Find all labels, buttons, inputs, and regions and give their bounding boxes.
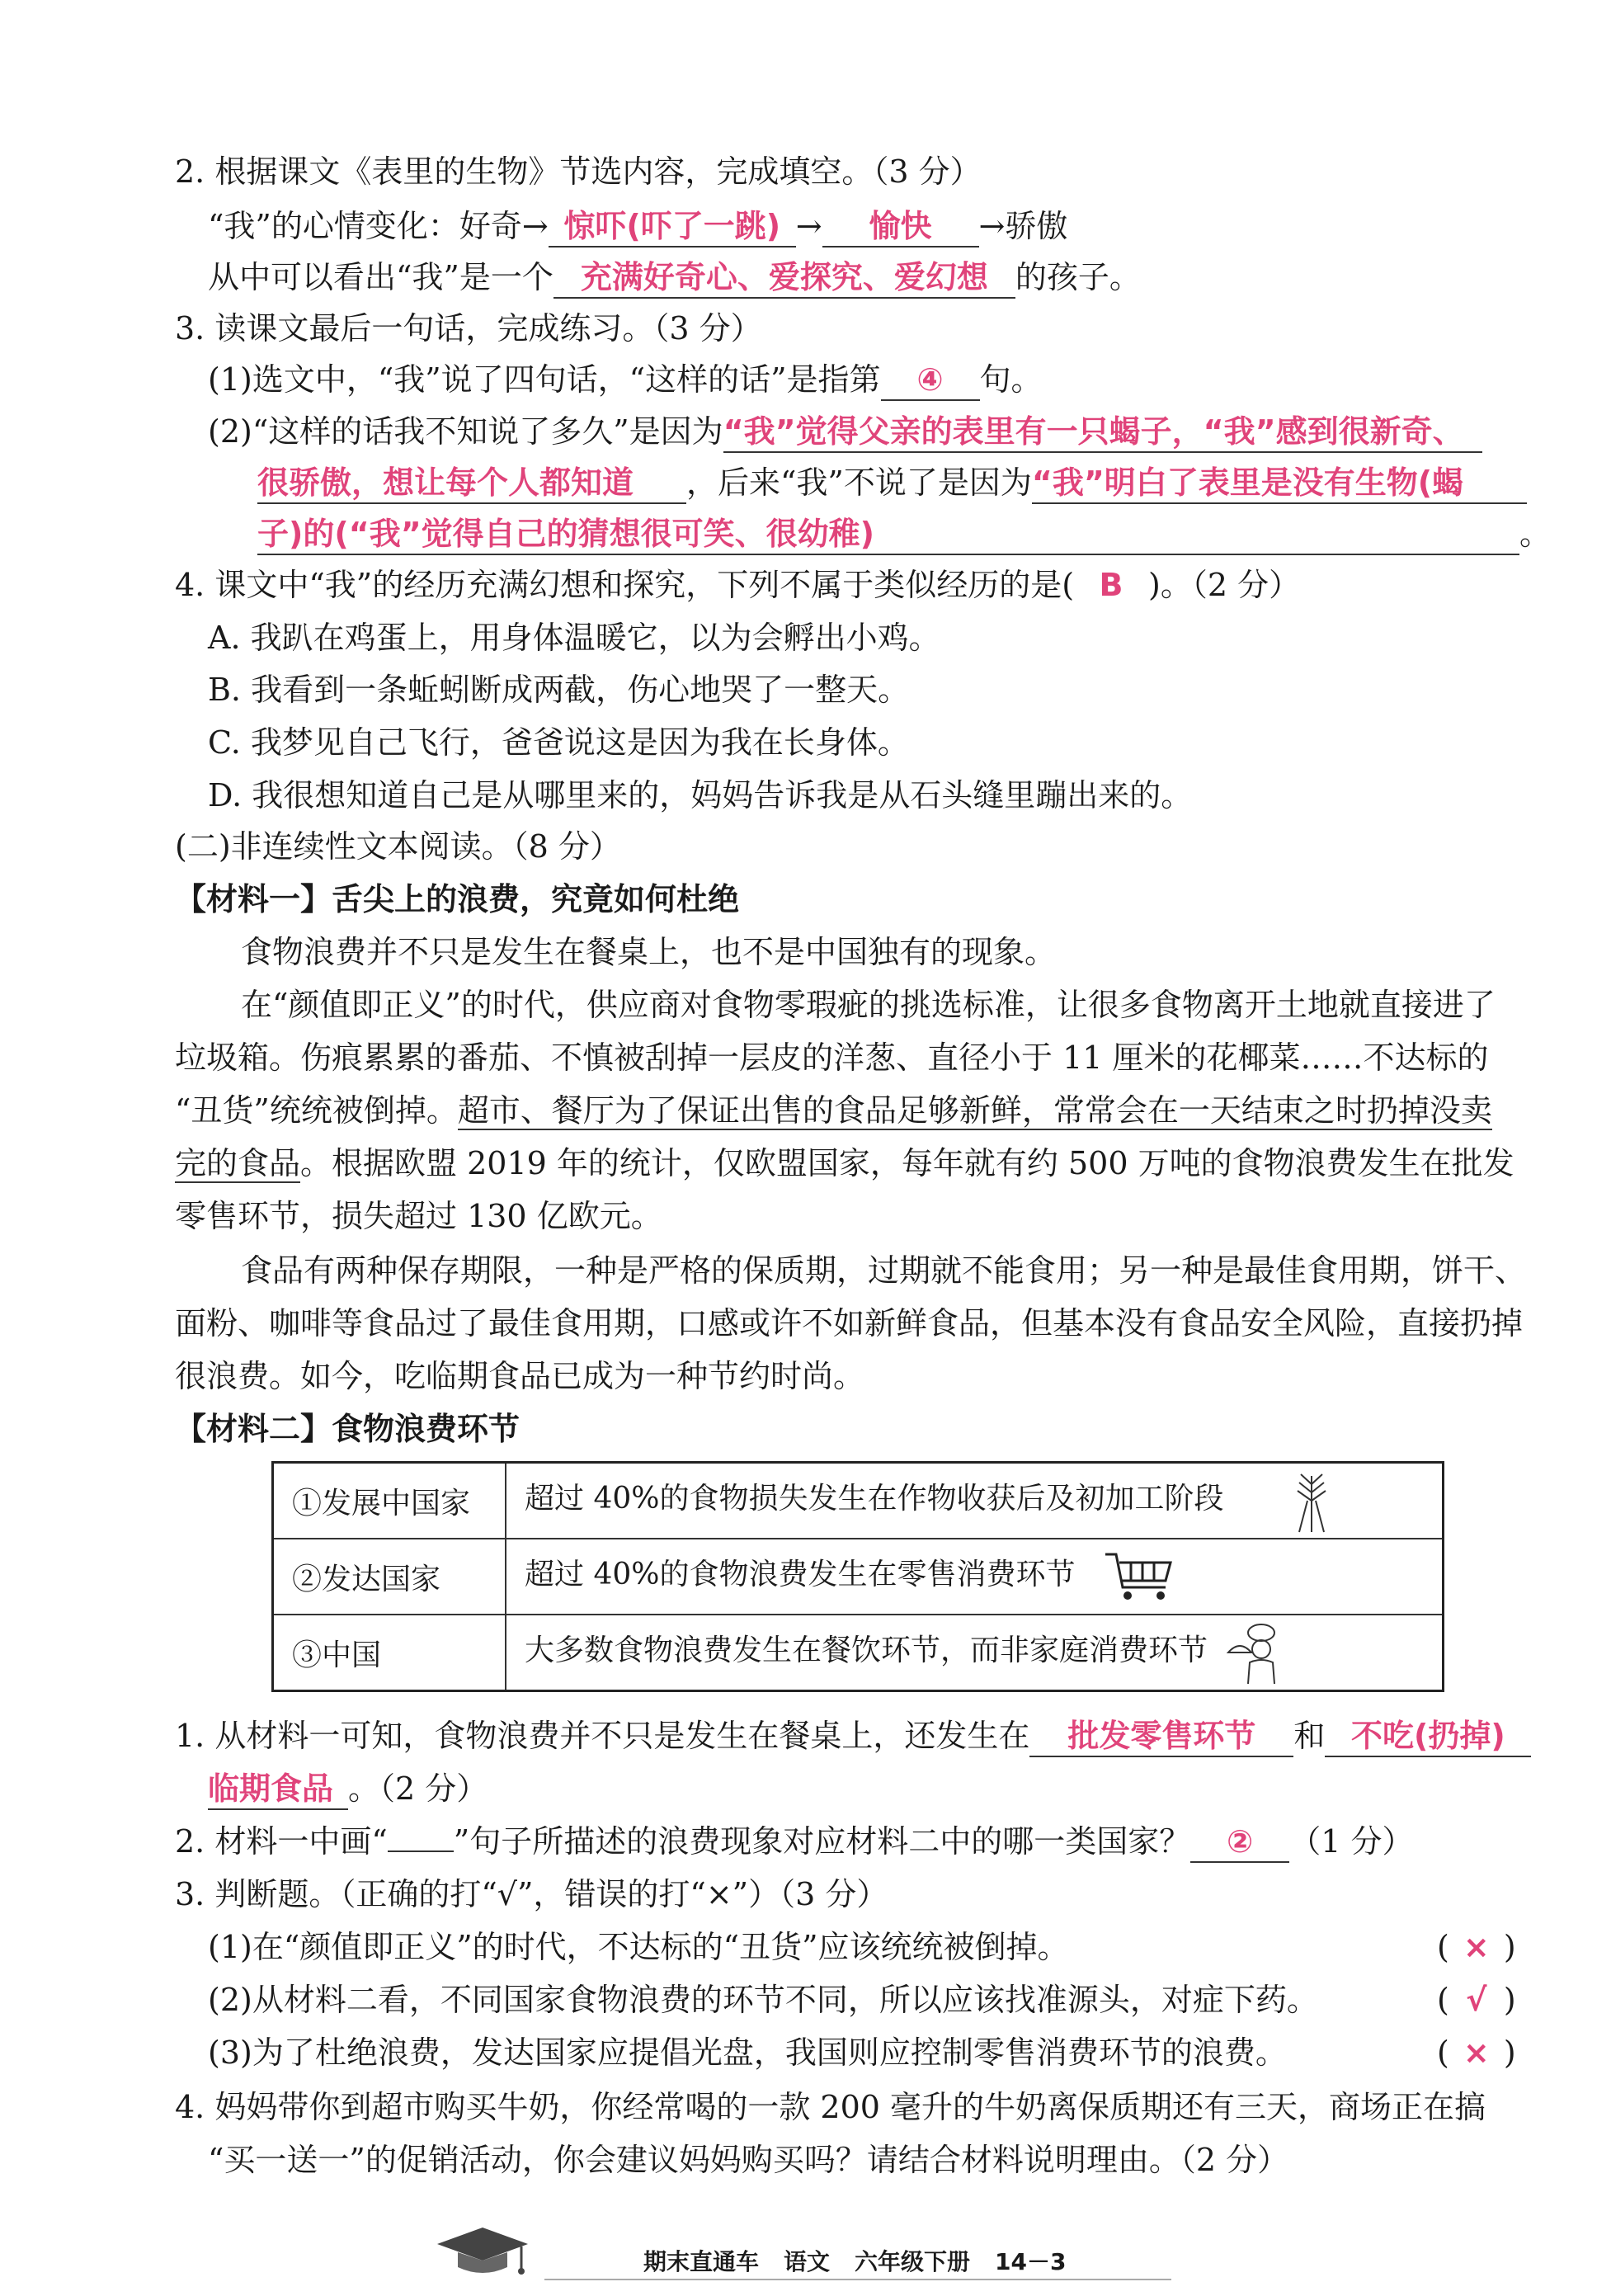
b3-answer-1: ×: [1463, 1929, 1490, 1965]
q3-answer-2b: 很骄傲，想让每个人都知道: [257, 463, 686, 504]
b1-answer-1: 批发零售环节: [1029, 1716, 1293, 1757]
section-2-title: (二)非连续性文本阅读。（8 分）: [175, 828, 621, 865]
material-1-p3-l2: 面粉、咖啡等食品过了最佳食用期，口感或许不如新鲜食品，但基本没有食品安全风险，直接扔掉: [175, 1305, 1524, 1341]
b3-answer-2: √: [1466, 1982, 1487, 2018]
q4-option-a: A. 我趴在鸡蛋上，用身体温暖它，以为会孵出小鸡。: [208, 620, 940, 656]
q3-title: 3. 读课文最后一句话，完成练习。（3 分）: [175, 310, 762, 347]
b4-line1: 4. 妈妈带你到超市购买牛奶，你经常喝的一款 200 毫升的牛奶离保质期还有三天，商场正在搞: [175, 2089, 1486, 2125]
table-cell-description: 超过 40%的食物浪费发生在零售消费环节: [506, 1539, 1444, 1615]
b2-line: 2. 材料一中画“ ”句子所描述的浪费现象对应材料二中的哪一类国家？ ② （1 分）: [175, 1818, 1413, 1865]
b3-item-2-paren: ( √ ): [1437, 1977, 1516, 2023]
b1-line2: 临期食品 。（2 分）: [208, 1766, 488, 1812]
q2-answer-1: 惊吓(吓了一跳): [549, 206, 796, 248]
wheat-icon: [1283, 1468, 1340, 1534]
q4-option-c: C. 我梦见自己飞行，爸爸说这是因为我在长身体。: [208, 724, 909, 761]
q3-answer-2a: “我”觉得父亲的表里有一只蝎子，“我”感到很新奇、: [723, 412, 1482, 453]
material-1-p3-l3: 很浪费。如今，吃临期食品已成为一种节约时尚。: [175, 1358, 865, 1394]
table-cell-description: 大多数食物浪费发生在餐饮环节，而非家庭消费环节: [506, 1615, 1444, 1691]
b1-answer-2a: 不吃(扔掉): [1325, 1716, 1531, 1757]
b4-line2: “买一送一”的促销活动，你会建议妈妈购买吗？请结合材料说明理由。（2 分）: [208, 2142, 1289, 2178]
b1-answer-2b: 临期食品: [208, 1769, 348, 1810]
footer-grade: 六年级下册: [855, 2248, 971, 2275]
footer-subject: 语文: [784, 2248, 831, 2275]
q3-answer-1: ④: [881, 360, 980, 401]
b3-item-3: (3)为了杜绝浪费，发达国家应提倡光盘，我国则应控制零售消费环节的浪费。: [208, 2034, 1287, 2071]
q3-answer-2d: 子)的(“我”觉得自己的猜想很可笑、很幼稚): [257, 514, 1519, 555]
material-1-heading: 【材料一】舌尖上的浪费，究竟如何杜绝: [175, 881, 740, 917]
table-cell-region: ③中国: [273, 1615, 506, 1691]
q3-sub2-line2: 很骄傲，想让每个人都知道 ，后来“我”不说了是因为“我”明白了表里是没有生物(蝎: [257, 460, 1527, 506]
b3-item-3-paren: ( × ): [1437, 2030, 1516, 2076]
table-row: [273, 1539, 1444, 1615]
q3-answer-2c: “我”明白了表里是没有生物(蝎: [1032, 463, 1527, 504]
material-1-p2-l4: 完的食品。根据欧盟 2019 年的统计，仅欧盟国家，每年就有约 500 万吨的食物浪费发生在批发: [175, 1145, 1514, 1181]
q4-answer: B: [1099, 567, 1123, 603]
graduation-cap-icon: [429, 2219, 536, 2285]
material-1-p3-l1: 食品有两种保存期限，一种是严格的保质期，过期就不能食用；另一种是最佳食用期，饼干、: [241, 1252, 1527, 1289]
q3-sub1: (1)选文中，“我”说了四句话，“这样的话”是指第 ④ 句。: [208, 356, 1043, 403]
material-1-p1: 食物浪费并不只是发生在餐桌上，也不是中国独有的现象。: [241, 934, 1057, 970]
underlined-sentence-end: 完的食品: [175, 1145, 301, 1181]
q4-option-d: D. 我很想知道自己是从哪里来的，妈妈告诉我是从石头缝里蹦出来的。: [208, 777, 1193, 813]
b3-item-1-paren: ( × ): [1437, 1924, 1516, 1970]
table-cell-region: ①发展中国家: [273, 1463, 506, 1539]
b3-answer-3: ×: [1463, 2034, 1490, 2071]
underline-sample: [388, 1850, 454, 1852]
footer: [643, 2244, 1091, 2277]
q2-answer-3: 充满好奇心、爱探究、爱幻想: [553, 257, 1015, 299]
material-1-p2-l3: “丑货”统统被倒掉。超市、餐厅为了保证出售的食品足够新鲜，常常会在一天结束之时扔掉没卖: [175, 1092, 1492, 1129]
b3-item-2: (2)从材料二看，不同国家食物浪费的环节不同，所以应该找准源头，对症下药。: [208, 1982, 1318, 2018]
material-1-p2-l2: 垃圾箱。伤痕累累的番茄、不慎被刮掉一层皮的洋葱、直径小于 11 厘米的花椰菜……不达标的: [175, 1040, 1489, 1076]
q3-sub2-line3: 子)的(“我”觉得自己的猜想很可笑、很幼稚) 。: [257, 511, 1551, 557]
q4-option-b: B. 我看到一条蚯蚓断成两截，伤心地哭了一整天。: [208, 672, 910, 708]
q2-line2: 从中可以看出“我”是一个 充满好奇心、爱探究、爱幻想 的孩子。: [208, 254, 1141, 300]
table-row: [273, 1615, 1444, 1691]
q3-sub2-line1: (2)“这样的话我不知说了多久”是因为“我”觉得父亲的表里有一只蝎子，“我”感到很新奇、: [208, 408, 1482, 455]
b1-line1: 1. 从材料一可知，食物浪费并不只是发生在餐桌上，还发生在 批发零售环节 和 不吃(扔掉): [175, 1713, 1531, 1759]
q2-answer-2: 愉快: [822, 206, 979, 248]
q2-title: 2. 根据课文《表里的生物》节选内容，完成填空。（3 分）: [175, 153, 982, 190]
b2-answer: ②: [1190, 1822, 1289, 1863]
food-waste-table: [271, 1461, 1444, 1692]
footer-book: 期末直通车: [643, 2248, 760, 2275]
underlined-sentence: 超市、餐厅为了保证出售的食品足够新鲜，常常会在一天结束之时扔掉没卖: [457, 1092, 1492, 1129]
b3-item-1: (1)在“颜值即正义”的时代，不达标的“丑货”应该统统被倒掉。: [208, 1929, 1069, 1965]
table-row: [273, 1463, 1444, 1539]
footer-page-number: 14－3: [995, 2248, 1067, 2275]
material-1-p2-l5: 零售环节，损失超过 130 亿欧元。: [175, 1198, 662, 1234]
table-cell-description: 超过 40%的食物损失发生在作物收获后及初加工阶段: [506, 1463, 1444, 1539]
material-2-heading: 【材料二】食物浪费环节: [175, 1411, 521, 1447]
footer-divider: [544, 2279, 1171, 2280]
table-cell-region: ②发达国家: [273, 1539, 506, 1615]
q2-line1: “我”的心情变化：好奇→ 惊吓(吓了一跳) → 愉快 →骄傲: [208, 203, 1067, 249]
q4-title: 4. 课文中“我”的经历充满幻想和探究，下列不属于类似经历的是( B )。（2 分）: [175, 562, 1300, 608]
shopping-cart-icon: [1101, 1548, 1175, 1605]
chef-icon: [1225, 1619, 1291, 1685]
material-1-p2-l1: 在“颜值即正义”的时代，供应商对食物零瑕疵的挑选标准，让很多食物离开土地就直接进了: [241, 987, 1496, 1023]
b3-title: 3. 判断题。（正确的打“√”，错误的打“×”）（3 分）: [175, 1876, 888, 1912]
